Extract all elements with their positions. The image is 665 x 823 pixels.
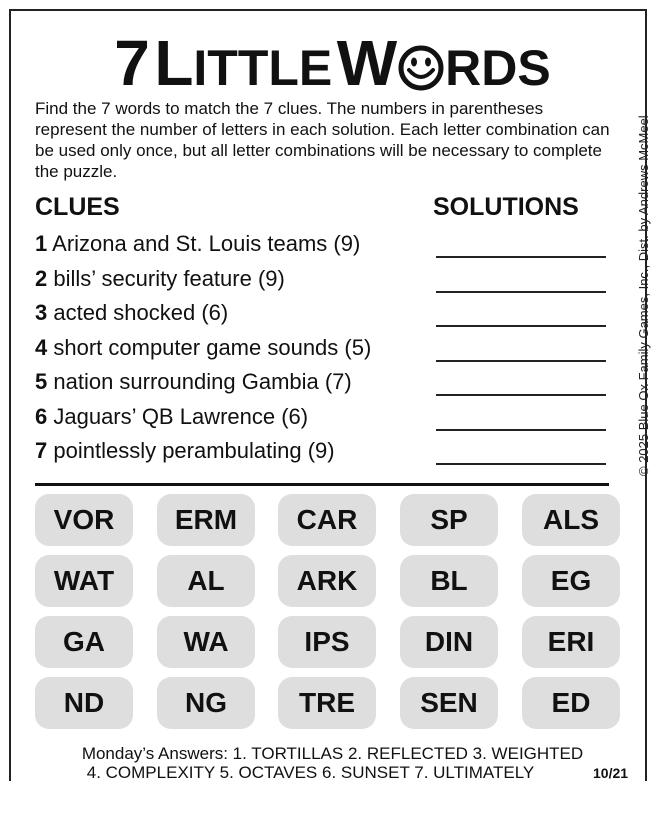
solution-blank-5[interactable] <box>436 394 606 396</box>
clue-text: nation surrounding Gambia (7) <box>47 369 352 394</box>
letter-tile[interactable]: SEN <box>400 677 498 729</box>
instructions-text: Find the 7 words to match the 7 clues. The numbers in parentheses represent the number of letters in each solution. Each letter combination can be used only once, but all letter combinations will be necessary to complete the puzzle. <box>35 99 610 181</box>
letter-tile[interactable]: ALS <box>522 494 620 546</box>
letter-tile[interactable]: AL <box>157 555 255 607</box>
clue-text: bills’ security feature (9) <box>47 265 285 291</box>
title-word1-first: L <box>154 27 194 99</box>
clue-number: 4 <box>35 334 48 360</box>
clue-5 <box>35 369 352 395</box>
letter-tile[interactable]: DIN <box>400 616 498 668</box>
clue-3 <box>35 300 228 326</box>
clue-number: 2 <box>35 265 48 291</box>
letter-tile[interactable]: ND <box>35 677 133 729</box>
clue-text: pointlessly perambulating (9) <box>47 438 335 463</box>
letter-tile[interactable]: ERI <box>522 616 620 668</box>
solution-blank-7[interactable] <box>436 463 606 465</box>
letter-tile[interactable]: NG <box>157 677 255 729</box>
clue-text: short computer game sounds (5) <box>47 334 372 360</box>
letter-tile[interactable]: IPS <box>278 616 376 668</box>
letter-tile[interactable]: BL <box>400 555 498 607</box>
puzzle-date: 10/21 <box>593 765 629 781</box>
clues-header: CLUES <box>35 193 120 221</box>
letter-tile[interactable]: GA <box>35 616 133 668</box>
letter-tile[interactable]: WAT <box>35 555 133 607</box>
clue-text: Jaguars’ QB Lawrence (6) <box>47 403 309 429</box>
letter-tile[interactable]: VOR <box>35 494 133 546</box>
solutions-header: SOLUTIONS <box>433 193 579 221</box>
section-divider <box>35 483 609 486</box>
letter-tile[interactable]: SP <box>400 494 498 546</box>
letter-tile[interactable]: CAR <box>278 494 376 546</box>
title-word2-first: W <box>336 27 398 99</box>
title-word2-rest: RDS <box>445 40 551 96</box>
letter-tile[interactable]: ARK <box>278 555 376 607</box>
solution-blank-2[interactable] <box>436 291 606 293</box>
clue-number: 7 <box>35 438 48 463</box>
clue-2 <box>35 266 285 292</box>
smiley-face-icon <box>398 45 444 91</box>
previous-answers-line2: 4. COMPLEXITY 5. OCTAVES 6. SUNSET 7. ULTIMATELY <box>86 763 535 782</box>
letter-tile[interactable]: EG <box>522 555 620 607</box>
clue-number: 6 <box>35 403 48 429</box>
clue-1 <box>35 231 360 257</box>
clue-text: Arizona and St. Louis teams (9) <box>47 231 361 256</box>
clue-4 <box>35 335 371 361</box>
previous-answers-line1: Monday’s Answers: 1. TORTILLAS 2. REFLECTED 3. WEIGHTED <box>81 744 584 763</box>
clue-number: 1 <box>35 231 48 256</box>
clue-6 <box>35 404 308 430</box>
letter-tile[interactable]: ED <box>522 677 620 729</box>
solution-blank-6[interactable] <box>436 429 606 431</box>
clue-text: acted shocked (6) <box>47 300 229 325</box>
clue-number: 5 <box>35 369 48 394</box>
letter-tile[interactable]: TRE <box>278 677 376 729</box>
clue-number: 3 <box>35 300 48 325</box>
clue-7 <box>35 438 335 464</box>
puzzle-title <box>0 26 665 100</box>
solution-blank-1[interactable] <box>436 256 606 258</box>
letter-tile[interactable]: WA <box>157 616 255 668</box>
title-numeral: 7 <box>114 27 150 99</box>
solution-blank-4[interactable] <box>436 360 606 362</box>
title-word1-rest: ITTLE <box>193 40 333 96</box>
copyright-credit: © 2025 Blue Ox Family Games, Inc., Dist. by Andrews McMeel <box>636 115 651 476</box>
solution-blank-3[interactable] <box>436 325 606 327</box>
letter-tile[interactable]: ERM <box>157 494 255 546</box>
